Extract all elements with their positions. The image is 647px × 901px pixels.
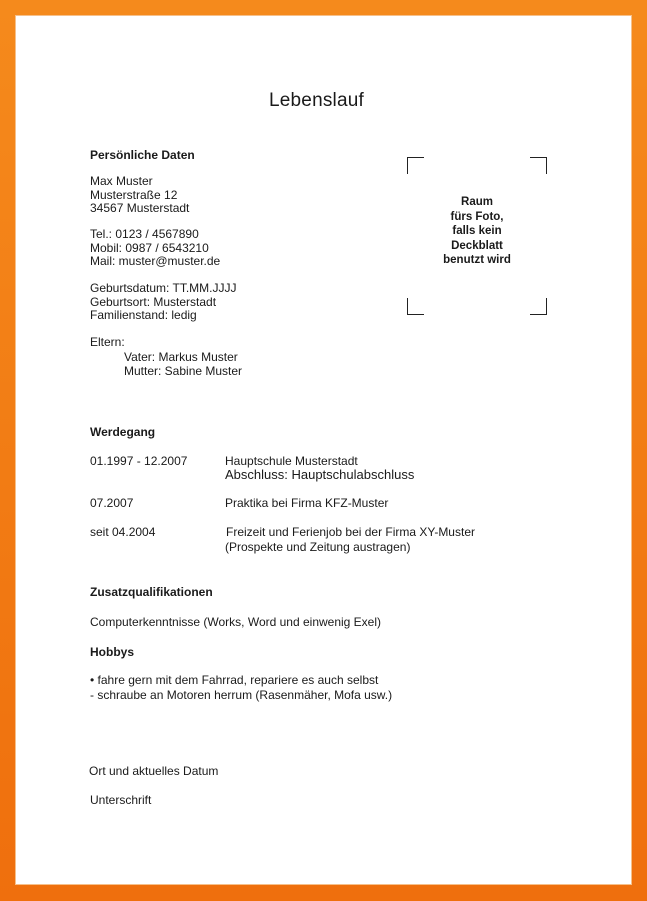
career-text: Hauptschule Musterstadt bbox=[225, 454, 358, 468]
signature-line: Unterschrift bbox=[90, 793, 152, 807]
career-heading: Werdegang bbox=[90, 425, 156, 439]
photo-placeholder-text bbox=[407, 195, 547, 268]
photo-text-line: fürs Foto, bbox=[450, 210, 504, 223]
hobby-item: - schraube an Motoren herrum (Rasenmäher, Mofa usw.) bbox=[90, 688, 393, 702]
career-date: 01.1997 - 12.2007 bbox=[90, 454, 188, 468]
birthdate-line: Geburtsdatum: TT.MM.JJJJ bbox=[90, 281, 237, 295]
status-line: Familienstand: ledig bbox=[90, 308, 197, 322]
phone-line: Tel.: 0123 / 4567890 bbox=[90, 227, 199, 241]
place-date-line: Ort und aktuelles Datum bbox=[89, 764, 219, 778]
career-text: Abschluss: Hauptschulabschluss bbox=[225, 467, 415, 482]
page-title: Lebenslauf bbox=[269, 90, 364, 111]
cv-page bbox=[15, 15, 632, 885]
birthplace-line: Geburtsort: Musterstadt bbox=[90, 294, 217, 309]
name-line: Max Muster bbox=[90, 174, 153, 188]
mail-line: Mail: muster@muster.de bbox=[90, 254, 221, 268]
city-line: 34567 Musterstadt bbox=[90, 201, 190, 215]
street-line: Musterstraße 12 bbox=[90, 187, 178, 202]
corner-mark bbox=[530, 298, 547, 315]
parents-label: Eltern: bbox=[90, 335, 125, 349]
career-text: (Prospekte und Zeitung austragen) bbox=[225, 540, 411, 554]
photo-text-line: Deckblatt bbox=[451, 239, 503, 252]
career-date: 07.2007 bbox=[90, 496, 134, 510]
career-date: seit 04.2004 bbox=[90, 525, 156, 539]
corner-mark bbox=[407, 157, 424, 174]
qualifications-heading: Zusatzqualifikationen bbox=[90, 585, 213, 599]
hobbies-heading: Hobbys bbox=[90, 645, 135, 659]
hobby-item: • fahre gern mit dem Fahrrad, repariere es auch selbst bbox=[90, 673, 379, 687]
photo-placeholder bbox=[407, 157, 547, 315]
corner-mark bbox=[407, 298, 424, 315]
photo-text-line: falls kein bbox=[452, 225, 502, 237]
father-line: Vater: Markus Muster bbox=[124, 349, 238, 364]
mother-line: Mutter: Sabine Muster bbox=[124, 364, 243, 378]
personal-heading: Persönliche Daten bbox=[90, 148, 195, 162]
qualifications-text: Computerkenntnisse (Works, Word und einwenig Exel) bbox=[90, 615, 382, 629]
career-text: Praktika bei Firma KFZ-Muster bbox=[225, 496, 389, 510]
photo-text-line: Raum bbox=[461, 196, 493, 208]
photo-text-line: benutzt wird bbox=[443, 254, 511, 266]
corner-mark bbox=[530, 157, 547, 174]
mobile-line: Mobil: 0987 / 6543210 bbox=[90, 240, 209, 255]
career-text: Freizeit und Ferienjob bei der Firma XY-Muster bbox=[226, 525, 475, 539]
